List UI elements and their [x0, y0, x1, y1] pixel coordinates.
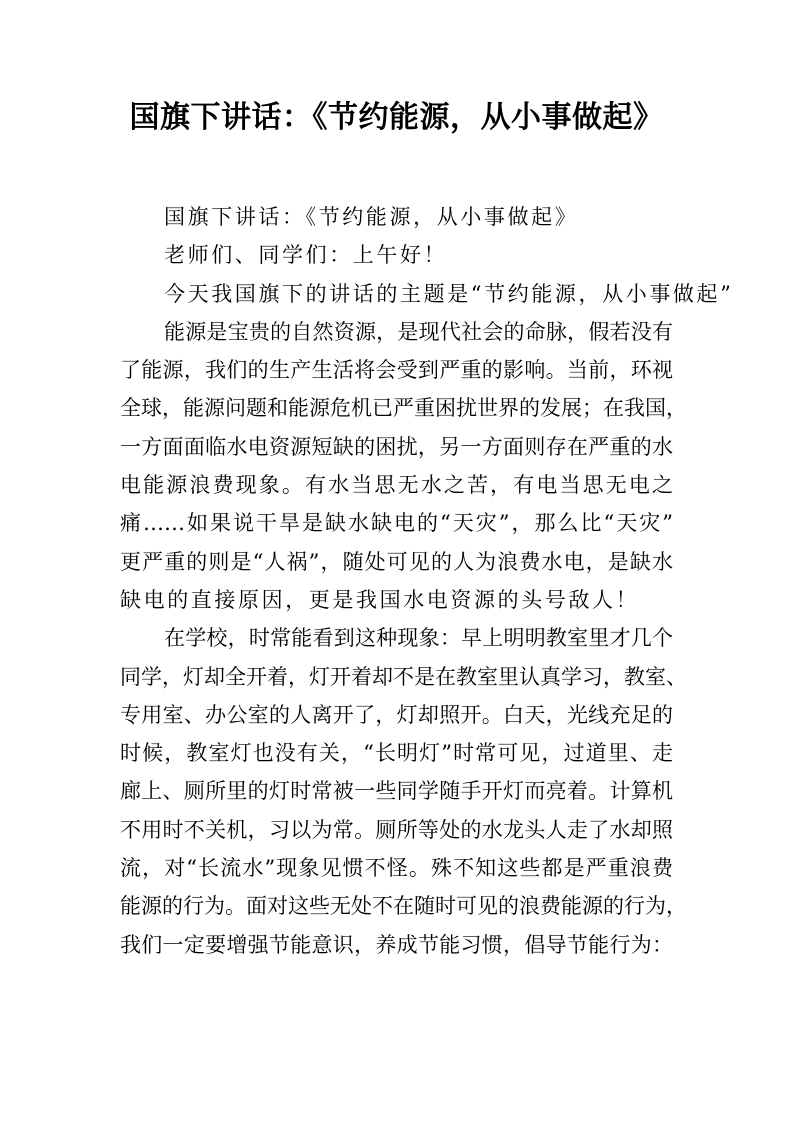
theme-line: 今天我国旗下的讲话的主题是“节约能源，从小事做起”: [164, 281, 734, 306]
paragraph-2-line: 廊上、厕所里的灯时常被一些同学随手开灯而亮着。计算机: [120, 779, 673, 804]
paragraph-1-line: 更严重的则是“人祸”，随处可见的人为浪费水电，是缺水: [120, 549, 673, 574]
paragraph-1-line: 电能源浪费现象。有水当思无水之苦，有电当思无电之: [120, 473, 673, 498]
paragraph-2-line: 在学校，时常能看到这种现象：早上明明教室里才几个: [164, 626, 673, 651]
paragraph-2-line: 我们一定要增强节能意识，养成节能习惯，倡导节能行为：: [120, 932, 673, 957]
greeting-line: 老师们、同学们：上午好！: [164, 243, 448, 268]
document-title: 国旗下讲话：《节约能源，从小事做起》: [129, 100, 664, 135]
paragraph-1-line: 痛……如果说干旱是缺水缺电的“天灾”，那么比“天灾”: [120, 511, 673, 536]
document-body: [120, 198, 734, 964]
paragraph-1-line: 全球，能源问题和能源危机已严重困扰世界的发展；在我国，: [120, 396, 687, 421]
paragraph-2-line: 不用时不关机，习以为常。厕所等处的水龙头人走了水却照: [120, 817, 673, 842]
paragraph-1-line: 了能源，我们的生产生活将会受到严重的影响。当前，环视: [120, 358, 673, 383]
paragraph-1-line: 缺电的直接原因，更是我国水电资源的头号敌人！: [120, 587, 640, 612]
paragraph-2-line: 能源的行为。面对这些无处不在随时可见的浪费能源的行为，: [120, 894, 687, 919]
paragraph-2-line: 流，对“长流水”现象见惯不怪。殊不知这些都是严重浪费: [120, 856, 673, 881]
paragraph-2-line: 时候，教室灯也没有关，“长明灯”时常可见，过道里、走: [120, 741, 673, 766]
subtitle-line: 国旗下讲话：《节约能源，从小事做起》: [164, 205, 579, 229]
paragraph-1-line: 一方面面临水电资源短缺的困扰，另一方面则存在严重的水: [120, 434, 673, 459]
paragraph-1-line: 能源是宝贵的自然资源，是现代社会的命脉，假若没有: [164, 319, 673, 344]
paragraph-2-line: 专用室、办公室的人离开了，灯却照开。白天，光线充足的: [120, 702, 673, 727]
paragraph-2-line: 同学，灯却全开着，灯开着却不是在教室里认真学习，教室、: [120, 664, 687, 689]
